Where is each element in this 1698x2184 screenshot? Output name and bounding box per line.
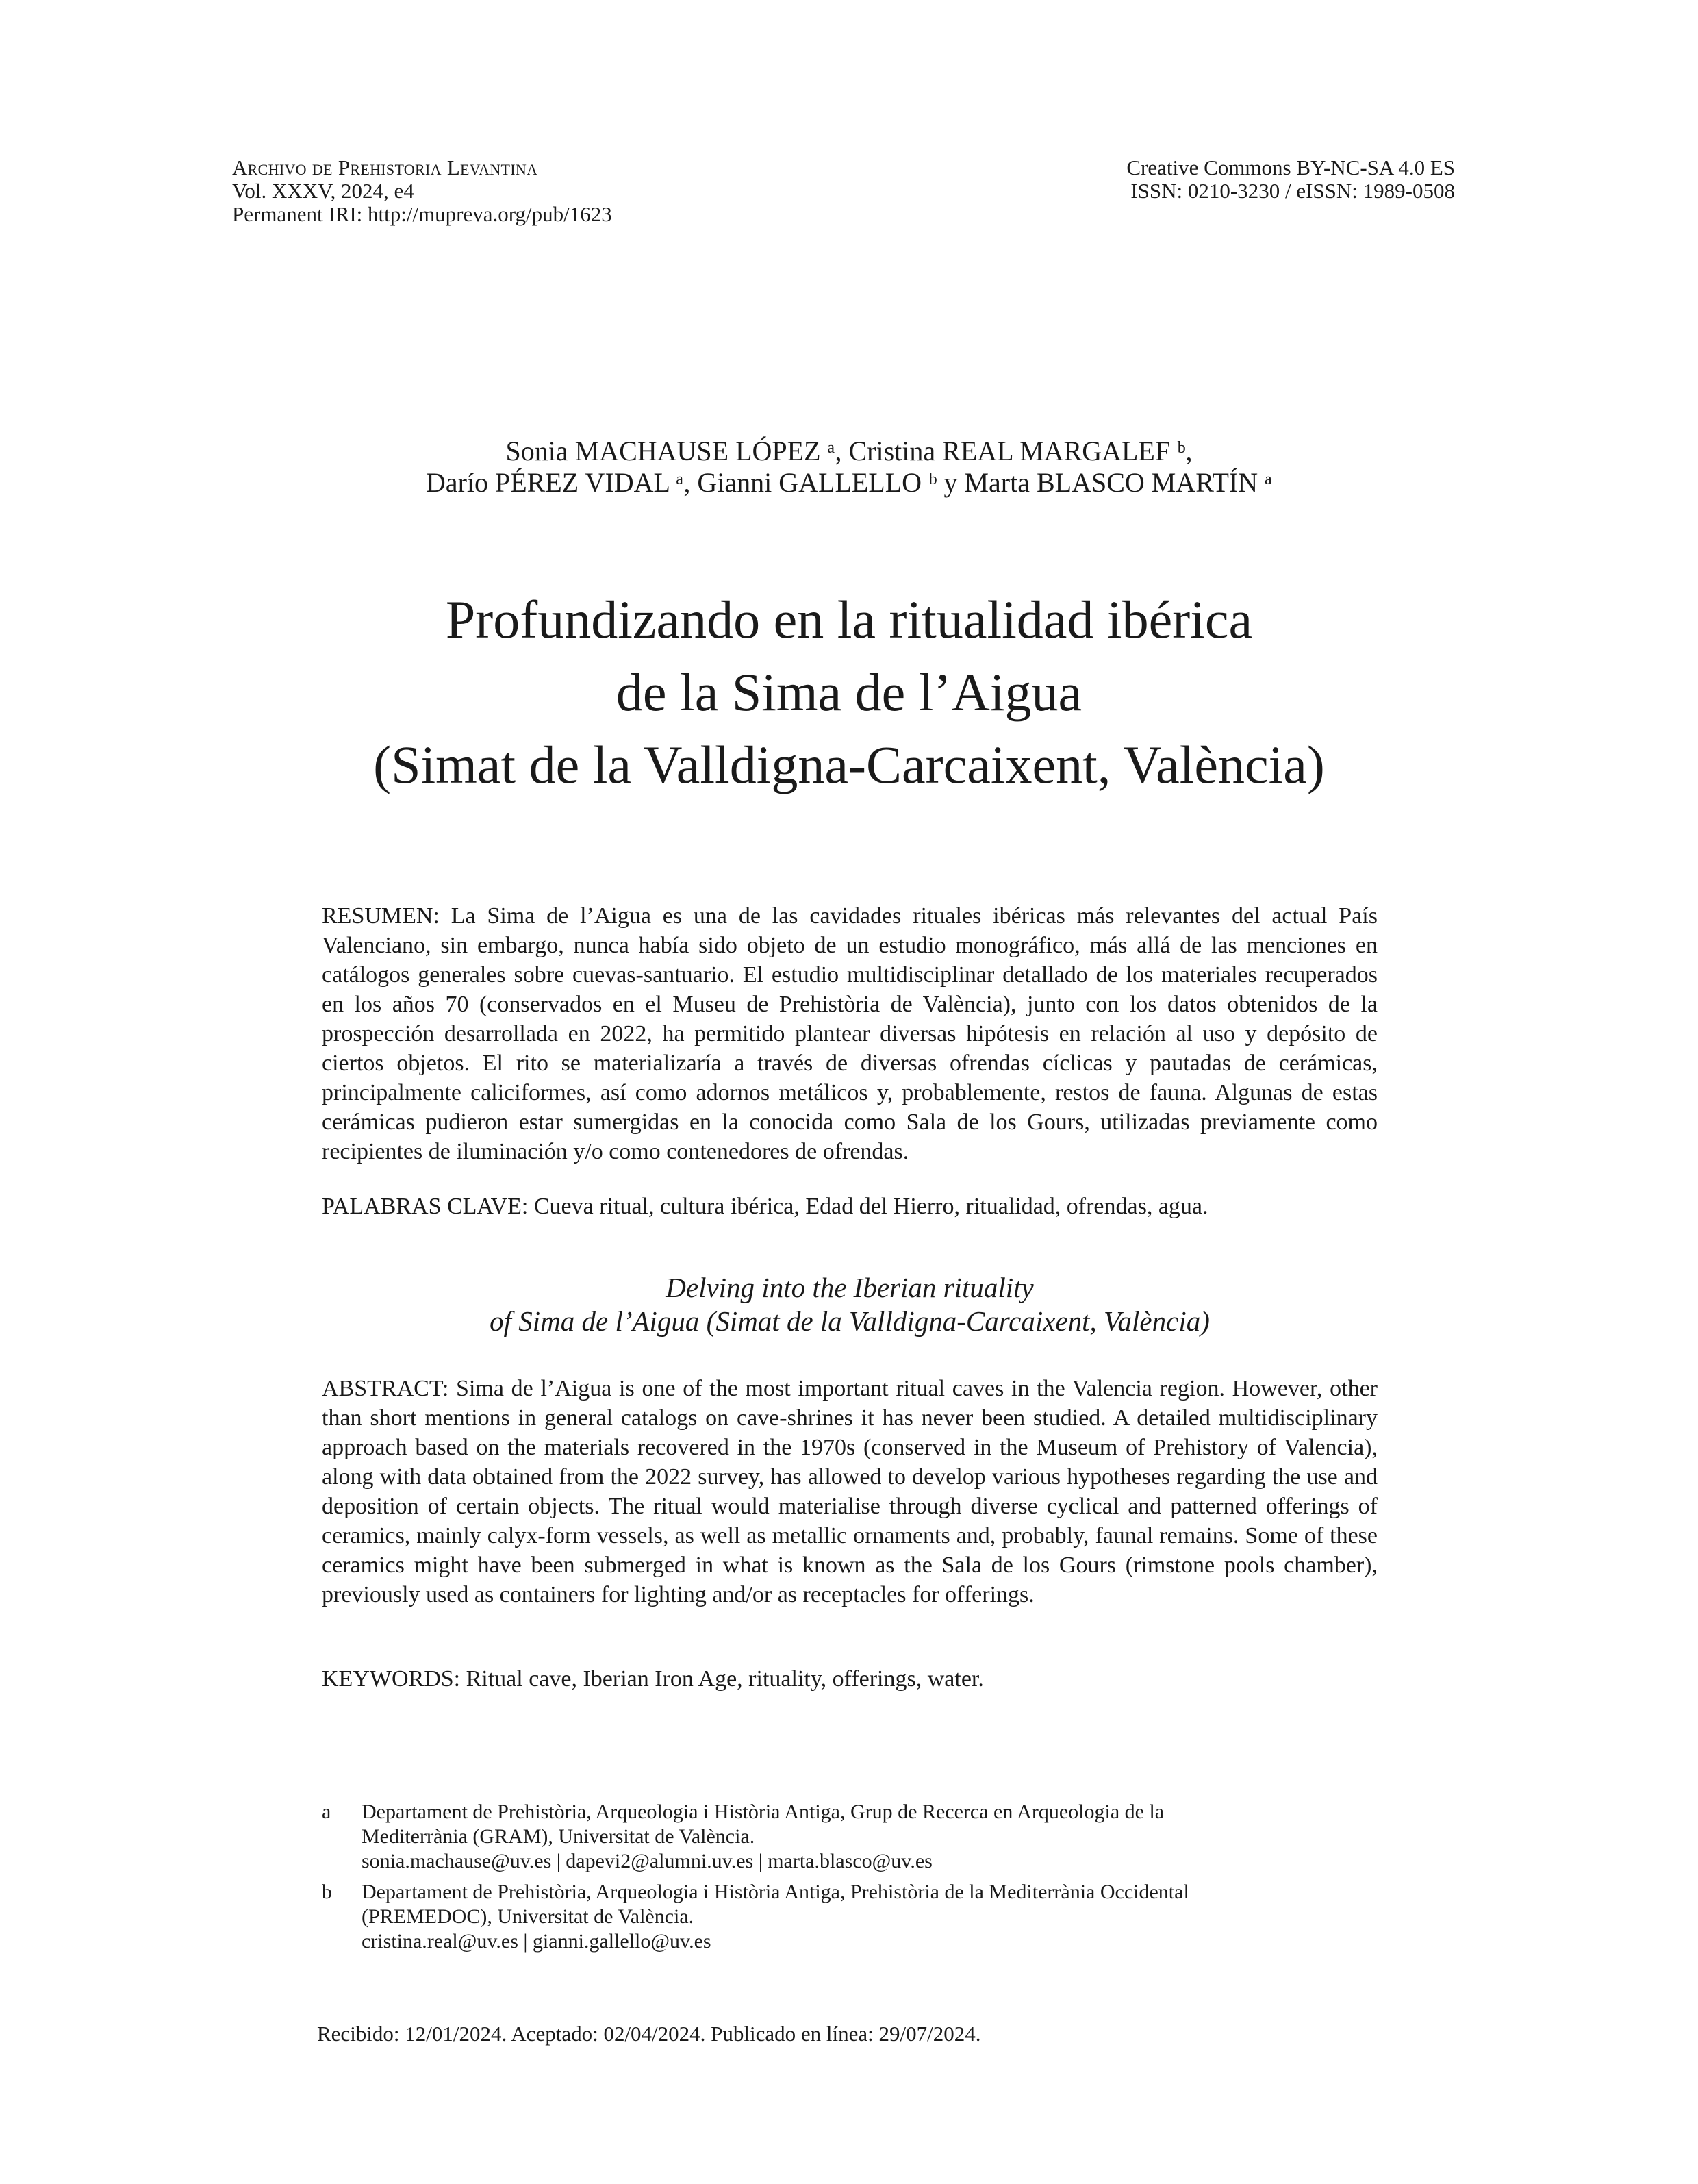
authors-line-1: Sonia MACHAUSE LÓPEZ ᵃ, Cristina REAL MARGALEF ᵇ, [505, 436, 1193, 466]
palabras-clave: PALABRAS CLAVE: Cueva ritual, cultura ibérica, Edad del Hierro, ritualidad, ofrendas, agua. [322, 1194, 1208, 1219]
license-header [890, 156, 1455, 203]
affiliation-letter: a [322, 1800, 331, 1823]
authors-line-2: Darío PÉREZ VIDAL ᵃ, Gianni GALLELLO ᵇ y Marta BLASCO MARTÍN ᵃ [425, 467, 1273, 498]
affiliation-b [322, 1880, 1404, 1954]
journal-name: Archivo de Prehistoria Levantina [232, 155, 538, 179]
issn-text: ISSN: 0210-3230 / eISSN: 1989-0508 [1130, 179, 1455, 203]
resumen-paragraph: RESUMEN: La Sima de l’Aigua es una de las cavidades rituales ibéricas más relevantes del actual País Valenciano, sin embargo, nunca había sido objeto de un estudio monográfico, más allá de las menciones en catálogos generales sobre cuevas-santuario. El estudio multidisciplinar detallado de los materiales recuperados en los años 70 (conservados en el Museu de Prehistòria de València), junto con los datos obtenidos de la prospección desarrollada en 2022, ha permitido plantear diversas hipótesis en relación al uso y depósito de ciertos objetos. El rito se materializaría a través de diversas ofrendas cíclicas y pautadas de cerámicas, principalmente caliciformes, así como adornos metálicos y, probablemente, restos de fauna. Algunas de estas cerámicas pudieron estar sumergidas en la conocida como Sala de los Gours, utilizadas previamente como recipientes de iluminación y/o como contenedores de ofrendas. [322, 903, 1378, 1164]
title-line-3: (Simat de la Valldigna-Carcaixent, València) [373, 735, 1325, 794]
permanent-iri: Permanent IRI: http://mupreva.org/pub/1623 [232, 202, 612, 226]
publication-dates: Recibido: 12/01/2024. Aceptado: 02/04/2024. Publicado en línea: 29/07/2024. [317, 2022, 981, 2046]
paper-title [233, 583, 1465, 801]
abstract-paragraph: ABSTRACT: Sima de l’Aigua is one of the most important ritual caves in the Valencia region. However, other than short mentions in general catalogs on cave-shrines it has never been studied. A detailed multidisciplinary approach based on the materials recovered in the 1970s (conserved in the Museum of Prehistory of Valencia), along with data obtained from the 2022 survey, has allowed to develop various hypotheses regarding the use and deposition of certain objects. The ritual would materialise through diverse cyclical and patterned offerings of ceramics, mainly calyx-form vessels, as well as metallic ornaments and, probably, faunal remains. Some of these ceramics might have been submerged in what is known as the Sala de los Gours (rimstone pools chamber), previously used as containers for lighting and/or as receptacles for offerings. [322, 1376, 1378, 1607]
title-line-2: de la Sima de l’Aigua [616, 662, 1082, 722]
english-title [322, 1271, 1378, 1338]
affiliation-emails: sonia.machause@uv.es | dapevi2@alumni.uv.es | marta.blasco@uv.es [362, 1850, 933, 1872]
english-title-line-1: Delving into the Iberian rituality [666, 1272, 1034, 1303]
affiliation-letter: b [322, 1881, 332, 1903]
affiliation-emails: cristina.real@uv.es | gianni.gallello@uv.es [362, 1930, 711, 1953]
title-line-1: Profundizando en la ritualidad ibérica [445, 590, 1253, 649]
english-title-line-2: of Sima de l’Aigua (Simat de la Valldigna-Carcaixent, València) [490, 1305, 1210, 1337]
affiliation-line: (PREMEDOC), Universitat de València. [362, 1905, 694, 1928]
affiliation-line: Mediterrània (GRAM), Universitat de València. [362, 1825, 755, 1848]
affiliation-a [322, 1800, 1404, 1874]
affiliation-line: Departament de Prehistòria, Arqueologia i Història Antiga, Prehistòria de la Mediterrània Occidental [362, 1881, 1189, 1903]
author-list [233, 436, 1465, 499]
affiliation-line: Departament de Prehistòria, Arqueologia i Història Antiga, Grup de Recerca en Arqueologia de la [362, 1800, 1165, 1823]
journal-header [232, 156, 985, 226]
journal-volume: Vol. XXXV, 2024, e4 [232, 179, 414, 203]
license-text: Creative Commons BY-NC-SA 4.0 ES [1126, 155, 1455, 179]
keywords: KEYWORDS: Ritual cave, Iberian Iron Age, rituality, offerings, water. [322, 1666, 984, 1692]
